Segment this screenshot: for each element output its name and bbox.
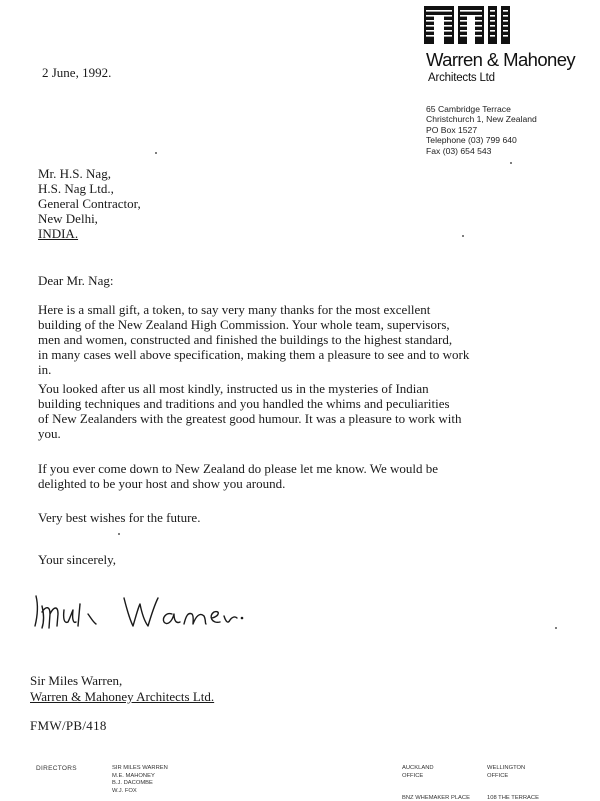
director-name: B.J. DACOMBE bbox=[112, 780, 153, 787]
firm-logo bbox=[424, 6, 512, 44]
handwritten-signature bbox=[30, 584, 250, 634]
director-name: W.J. FOX bbox=[112, 787, 137, 794]
office-auckland-address: BNZ WHEMAKER PLACE bbox=[402, 795, 470, 801]
paragraph-line: If you ever come down to New Zealand do please let me know. We would be bbox=[38, 461, 439, 476]
office-wellington-address: 108 THE TERRACE bbox=[487, 795, 539, 801]
salutation: Dear Mr. Nag: bbox=[38, 273, 114, 288]
office-city: WELLINGTON bbox=[487, 765, 526, 771]
recipient-name: Mr. H.S. Nag, bbox=[38, 166, 111, 181]
director-name: SIR MILES WARREN bbox=[112, 765, 168, 771]
office-label: OFFICE bbox=[487, 772, 509, 779]
paragraph-line: You looked after us all most kindly, instructed us in the mysteries of Indian bbox=[38, 381, 429, 396]
address-fax: Fax (03) 654 543 bbox=[426, 145, 492, 156]
closing-line: Very best wishes for the future. bbox=[38, 510, 201, 525]
paragraph-line: men and women, constructed and finished the buildings to the highest standard, bbox=[38, 332, 453, 347]
scan-speck bbox=[155, 152, 157, 154]
valediction: Your sincerely, bbox=[38, 552, 116, 567]
recipient-address bbox=[38, 166, 141, 241]
address-po-box: PO Box 1527 bbox=[426, 124, 478, 135]
office-city: AUCKLAND bbox=[402, 765, 434, 771]
firm-name: Warren & Mahoney bbox=[426, 49, 576, 70]
recipient-company: H.S. Nag Ltd., bbox=[38, 181, 114, 196]
office-auckland bbox=[402, 765, 434, 780]
address-street: 65 Cambridge Terrace bbox=[426, 104, 511, 114]
body-paragraph-2 bbox=[38, 381, 523, 441]
firm-subtitle: Architects Ltd bbox=[428, 72, 495, 84]
firm-address bbox=[426, 104, 537, 156]
paragraph-line: in many cases well above specification, making them a pleasure to see and to work bbox=[38, 347, 470, 362]
scan-speck bbox=[462, 235, 464, 237]
recipient-city: New Delhi, bbox=[38, 211, 98, 226]
paragraph-line: you. bbox=[38, 426, 61, 441]
directors-label: DIRECTORS bbox=[36, 765, 77, 772]
address-city: Christchurch 1, New Zealand bbox=[426, 114, 537, 125]
signer-block bbox=[30, 673, 214, 705]
scan-speck bbox=[118, 533, 120, 535]
directors-list bbox=[112, 765, 168, 795]
paragraph-line: in. bbox=[38, 362, 52, 377]
paragraph-line: building techniques and traditions and you handled the whims and peculiarities bbox=[38, 396, 450, 411]
paragraph-line: delighted to be your host and show you around. bbox=[38, 476, 286, 491]
recipient-title: General Contractor, bbox=[38, 196, 141, 211]
scan-speck bbox=[555, 627, 557, 629]
director-name: M.E. MAHONEY bbox=[112, 772, 155, 779]
signer-name: Sir Miles Warren, bbox=[30, 673, 123, 688]
scan-speck bbox=[510, 162, 512, 164]
body-paragraph-3 bbox=[38, 461, 523, 491]
body-paragraph-1 bbox=[38, 302, 523, 377]
reference-code: FMW/PB/418 bbox=[30, 718, 107, 733]
recipient-country: INDIA. bbox=[38, 226, 79, 241]
address-telephone: Telephone (03) 799 640 bbox=[426, 135, 517, 146]
letter-date: 2 June, 1992. bbox=[42, 65, 112, 80]
office-label: OFFICE bbox=[402, 772, 424, 779]
paragraph-line: building of the New Zealand High Commission. Your whole team, supervisors, bbox=[38, 317, 450, 332]
paragraph-line: of New Zealanders with the greatest good humour. It was a pleasure to work with bbox=[38, 411, 462, 426]
paragraph-line: Here is a small gift, a token, to say very many thanks for the most excellent bbox=[38, 302, 431, 317]
signer-company: Warren & Mahoney Architects Ltd. bbox=[30, 689, 215, 704]
office-wellington bbox=[487, 765, 525, 780]
